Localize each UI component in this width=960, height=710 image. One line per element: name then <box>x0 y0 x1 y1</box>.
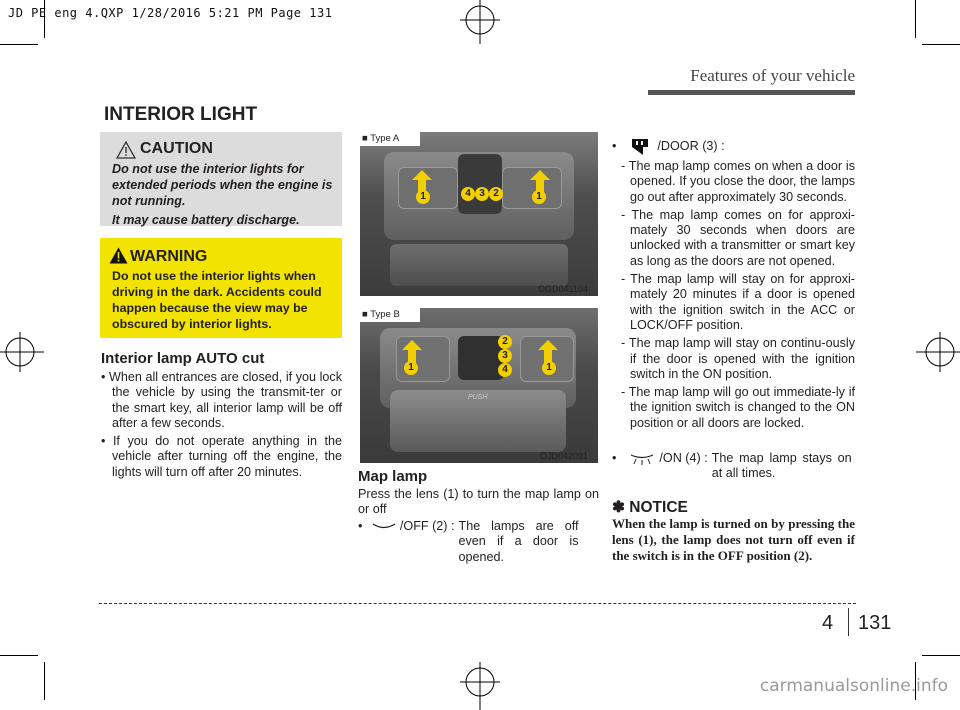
callout-1: 1 <box>532 190 546 204</box>
map-lamp-intro: Press the lens (1) to turn the map lamp on or off <box>358 487 599 517</box>
figure-label: ■ Type B <box>362 309 400 320</box>
crop-mark <box>922 44 960 45</box>
print-slug: JD PE eng 4.QXP 1/28/2016 5:21 PM Page 131 <box>8 6 333 20</box>
callout-1: 1 <box>416 190 430 204</box>
chapter-number: 4 <box>822 612 834 634</box>
push-label: PUSH <box>468 394 488 401</box>
auto-cut-heading: Interior lamp AUTO cut <box>101 350 265 367</box>
header-bar <box>648 90 855 95</box>
page-divider <box>848 608 849 636</box>
door-desc: - The map lamp will stay on for approxi-mately 20 minutes if a door is opened with the ignition switch in the ACC or LOCK/OFF position. <box>621 272 855 332</box>
figure-type-b <box>360 308 598 463</box>
figure-code: OGD041104 <box>538 284 588 294</box>
caution-text <box>112 161 336 228</box>
crop-mark <box>0 655 38 656</box>
lamp-on-icon <box>629 453 655 465</box>
callout-2: 2 <box>498 335 512 349</box>
off-item: • /OFF (2) : The lamps are off even if a door is opened. <box>358 519 579 564</box>
running-header: Features of your vehicle <box>690 66 855 85</box>
list-item: • If you do not operate anything in the vehicle after turning off the engine, the lights will turn off after 20 minutes. <box>101 434 342 479</box>
door-icon <box>629 137 651 157</box>
door-desc: - The map lamp will stay on continu-ously if the door is opened with the ignition switch in the ON position. <box>621 336 855 381</box>
warning-text: Do not use the interior lights when driving in the dark. Accidents could happen because the view may be obscured by interior lights. <box>112 269 322 331</box>
caution-box <box>100 132 342 226</box>
list-item: • When all entrances are closed, if you lock the vehicle by using the transmit-ter or the smart key, all interior lamp will be off after a few seconds. <box>101 370 342 430</box>
registration-mark-icon <box>908 326 960 378</box>
caution-line: It may cause battery discharge. <box>112 213 300 227</box>
crop-mark <box>915 0 916 38</box>
caution-triangle-icon <box>116 141 136 159</box>
crop-mark <box>922 655 960 656</box>
section-title: INTERIOR LIGHT <box>104 104 258 125</box>
callout-2: 2 <box>489 187 503 201</box>
caution-line: Do not use the interior lights for extended periods when the engine is not running. <box>112 162 333 208</box>
auto-cut-list <box>101 370 342 483</box>
footer-rule <box>99 603 856 604</box>
crop-mark <box>0 44 38 45</box>
door-desc: - The map lamp comes on for approxi-mately 30 seconds when doors are unlocked with a transmitter or smart key as long as the doors are not opened. <box>621 207 855 268</box>
caution-title: CAUTION <box>140 140 213 157</box>
map-lamp-heading: Map lamp <box>358 468 428 485</box>
registration-mark-icon <box>454 658 506 710</box>
crop-mark <box>44 662 45 700</box>
door-desc: - The map lamp comes on when a door is opened. If you close the door, the lamps go out after approximately 30 seconds. <box>621 159 855 204</box>
notice-text: When the lamp is turned on by pressing the lens (1), the lamp does not turn off even if the switch is in the OFF position (2). <box>612 516 855 563</box>
callout-3: 3 <box>498 349 512 363</box>
registration-mark-icon <box>0 326 52 378</box>
figure-code: OJD042091 <box>540 451 589 461</box>
callout-3: 3 <box>475 187 489 201</box>
watermark: carmanualsonline.info <box>759 676 948 696</box>
on-item: • /ON (4) : The map lamp stays on at all times. <box>612 451 852 481</box>
door-desc: - The map lamp will go out immediate-ly if the ignition switch is changed to the ON position or all doors are locked. <box>621 385 855 430</box>
callout-4: 4 <box>461 187 475 201</box>
figure-type-a <box>360 132 598 296</box>
warning-title: WARNING <box>130 248 208 265</box>
warning-triangle-icon <box>109 247 128 264</box>
figure-label: ■ Type A <box>362 133 400 144</box>
callout-4: 4 <box>498 363 512 377</box>
registration-mark-icon <box>454 0 506 52</box>
callout-1: 1 <box>542 361 556 375</box>
page-number: 131 <box>858 612 892 634</box>
lamp-off-icon <box>372 522 396 532</box>
callout-1: 1 <box>404 361 418 375</box>
door-item: • /DOOR (3) : - The map lamp comes on when a door is opened. If you close the door, the lamps go out after approximately 30 seconds. - The map lamp comes on for approxi-mately 30 seconds when doors are unlocked with a transmitter or smart key as long as the doors are not opened. - The map lamp will stay on for approxi-mately 20 minutes if a door is opened with the ignition switch in the ACC or LOCK/OFF position. - The map lamp will stay on continu-ously if the door is opened with the ignition switch in the ON position. - The map lamp will go out immediate-ly if the ignition switch is changed to the ON position or all doors are locked. <box>612 137 855 434</box>
notice-title: ✽ NOTICE <box>612 499 688 516</box>
warning-box <box>100 238 342 338</box>
